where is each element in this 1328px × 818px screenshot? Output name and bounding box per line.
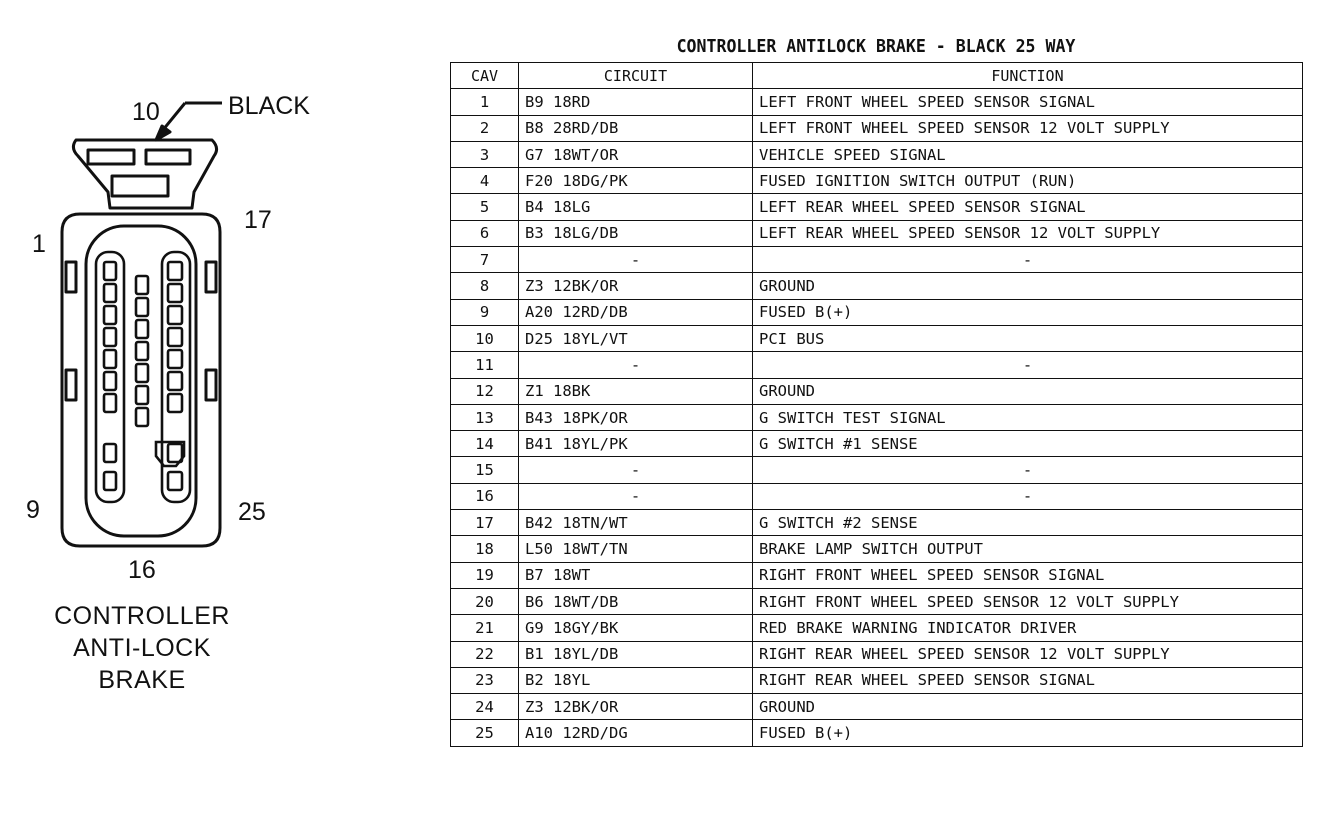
function-cell: RIGHT REAR WHEEL SPEED SENSOR 12 VOLT SUPPLY	[753, 641, 1303, 667]
table-row	[451, 431, 1303, 457]
function-cell: FUSED B(+)	[753, 720, 1303, 746]
terminal-cavity	[136, 320, 148, 338]
circuit-cell: B42 18TN/WT	[519, 510, 753, 536]
table-row	[451, 694, 1303, 720]
header-cav: CAV	[451, 63, 519, 89]
circuit-cell: B6 18WT/DB	[519, 588, 753, 614]
table-row	[451, 483, 1303, 509]
cav-cell: 13	[451, 404, 519, 430]
terminal-cavity	[168, 394, 182, 412]
terminal-cavity	[168, 306, 182, 324]
table-row	[451, 141, 1303, 167]
terminal-cavity	[168, 284, 182, 302]
table-row	[451, 89, 1303, 115]
table-title: CONTROLLER ANTILOCK BRAKE - BLACK 25 WAY	[676, 36, 1076, 57]
pin10-arrow-head	[156, 126, 170, 140]
table-row	[451, 588, 1303, 614]
cav-cell: 1	[451, 89, 519, 115]
function-cell: RIGHT REAR WHEEL SPEED SENSOR SIGNAL	[753, 667, 1303, 693]
terminal-cavity	[104, 394, 116, 412]
cav-cell: 7	[451, 247, 519, 273]
cav-cell: 10	[451, 325, 519, 351]
circuit-cell: Z1 18BK	[519, 378, 753, 404]
function-cell: LEFT REAR WHEEL SPEED SENSOR SIGNAL	[753, 194, 1303, 220]
terminal-cavity	[136, 298, 148, 316]
circuit-cell: -	[519, 352, 753, 378]
circuit-cell: B43 18PK/OR	[519, 404, 753, 430]
table-row	[451, 220, 1303, 246]
cav-cell: 21	[451, 615, 519, 641]
circuit-cell: B8 28RD/DB	[519, 115, 753, 141]
function-cell: -	[753, 483, 1303, 509]
function-cell: G SWITCH TEST SIGNAL	[753, 404, 1303, 430]
cav-cell: 18	[451, 536, 519, 562]
function-cell: PCI BUS	[753, 325, 1303, 351]
terminal-cavity	[104, 262, 116, 280]
terminal-cavity	[104, 306, 116, 324]
function-cell: RIGHT FRONT WHEEL SPEED SENSOR SIGNAL	[753, 562, 1303, 588]
circuit-cell: F20 18DG/PK	[519, 168, 753, 194]
terminal-cavity	[136, 342, 148, 360]
side-notch-right-bottom	[206, 370, 216, 400]
tab-window-center	[112, 176, 168, 196]
header-circuit: CIRCUIT	[519, 63, 753, 89]
table-row	[451, 667, 1303, 693]
terminal-cavity	[104, 350, 116, 368]
function-cell: GROUND	[753, 378, 1303, 404]
cav-cell: 12	[451, 378, 519, 404]
table-body	[451, 89, 1303, 746]
cav-cell: 22	[451, 641, 519, 667]
cav-cell: 14	[451, 431, 519, 457]
circuit-cell: D25 18YL/VT	[519, 325, 753, 351]
cav-cell: 25	[451, 720, 519, 746]
function-cell: G SWITCH #2 SENSE	[753, 510, 1303, 536]
cav-cell: 11	[451, 352, 519, 378]
circuit-cell: B2 18YL	[519, 667, 753, 693]
circuit-cell: L50 18WT/TN	[519, 536, 753, 562]
pin-label-25: 25	[238, 498, 266, 526]
terminal-cavity	[136, 408, 148, 426]
table-row	[451, 536, 1303, 562]
table-row	[451, 168, 1303, 194]
table-row	[451, 562, 1303, 588]
function-cell: FUSED IGNITION SWITCH OUTPUT (RUN)	[753, 168, 1303, 194]
table-row	[451, 273, 1303, 299]
function-cell: VEHICLE SPEED SIGNAL	[753, 141, 1303, 167]
terminal-cavities	[96, 252, 190, 502]
cav-cell: 8	[451, 273, 519, 299]
terminal-cavity	[168, 350, 182, 368]
terminal-cavity	[136, 364, 148, 382]
table-row	[451, 247, 1303, 273]
terminal-cavity	[168, 472, 182, 490]
circuit-cell: -	[519, 457, 753, 483]
connector-color-label: BLACK	[228, 92, 310, 120]
table-row	[451, 615, 1303, 641]
cav-cell: 17	[451, 510, 519, 536]
table-row	[451, 194, 1303, 220]
table-row	[451, 325, 1303, 351]
caption-line-1: CONTROLLER	[54, 602, 230, 630]
circuit-cell: Z3 12BK/OR	[519, 694, 753, 720]
circuit-cell: G9 18GY/BK	[519, 615, 753, 641]
circuit-cell: A10 12RD/DG	[519, 720, 753, 746]
function-cell: G SWITCH #1 SENSE	[753, 431, 1303, 457]
function-cell: LEFT FRONT WHEEL SPEED SENSOR 12 VOLT SUPPLY	[753, 115, 1303, 141]
cav-cell: 15	[451, 457, 519, 483]
cav-cell: 5	[451, 194, 519, 220]
cav-cell: 3	[451, 141, 519, 167]
function-cell: RED BRAKE WARNING INDICATOR DRIVER	[753, 615, 1303, 641]
table-row	[451, 641, 1303, 667]
pin-label-10: 10	[132, 98, 160, 126]
connector-caption	[32, 600, 252, 696]
cav-cell: 2	[451, 115, 519, 141]
terminal-cavity	[168, 262, 182, 280]
pinout-table	[450, 62, 1303, 747]
caption-line-2: ANTI-LOCK	[73, 634, 211, 662]
function-cell: -	[753, 352, 1303, 378]
terminal-cavity	[136, 386, 148, 404]
function-cell: GROUND	[753, 273, 1303, 299]
side-notch-right-top	[206, 262, 216, 292]
terminal-cavity	[104, 372, 116, 390]
table-row	[451, 352, 1303, 378]
cav-cell: 16	[451, 483, 519, 509]
table-row	[451, 299, 1303, 325]
table-row	[451, 720, 1303, 746]
table-row	[451, 510, 1303, 536]
terminal-cavity	[168, 372, 182, 390]
header-function: FUNCTION	[753, 63, 1303, 89]
terminal-cavity	[104, 472, 116, 490]
side-notch-left-bottom	[66, 370, 76, 400]
circuit-cell: -	[519, 247, 753, 273]
pin-label-1: 1	[32, 230, 46, 258]
function-cell: -	[753, 457, 1303, 483]
circuit-cell: -	[519, 483, 753, 509]
function-cell: LEFT REAR WHEEL SPEED SENSOR 12 VOLT SUPPLY	[753, 220, 1303, 246]
cav-cell: 24	[451, 694, 519, 720]
pin-label-9: 9	[26, 496, 40, 524]
cav-cell: 19	[451, 562, 519, 588]
circuit-cell: B4 18LG	[519, 194, 753, 220]
circuit-cell: Z3 12BK/OR	[519, 273, 753, 299]
pin-label-16: 16	[128, 556, 156, 584]
table-row	[451, 404, 1303, 430]
function-cell: BRAKE LAMP SWITCH OUTPUT	[753, 536, 1303, 562]
terminal-cavity	[104, 444, 116, 462]
function-cell: RIGHT FRONT WHEEL SPEED SENSOR 12 VOLT SUPPLY	[753, 588, 1303, 614]
side-notch-left-top	[66, 262, 76, 292]
cav-cell: 6	[451, 220, 519, 246]
tab-window-left	[88, 150, 134, 164]
function-cell: -	[753, 247, 1303, 273]
cav-cell: 23	[451, 667, 519, 693]
table-row	[451, 378, 1303, 404]
function-cell: FUSED B(+)	[753, 299, 1303, 325]
cav-cell: 20	[451, 588, 519, 614]
circuit-cell: B1 18YL/DB	[519, 641, 753, 667]
pin-label-17: 17	[244, 206, 272, 234]
table-row	[451, 115, 1303, 141]
cav-cell: 4	[451, 168, 519, 194]
circuit-cell: B3 18LG/DB	[519, 220, 753, 246]
circuit-cell: B41 18YL/PK	[519, 431, 753, 457]
table-row	[451, 457, 1303, 483]
cav-cell: 9	[451, 299, 519, 325]
table-header-row	[451, 63, 1303, 89]
tab-window-right	[146, 150, 190, 164]
terminal-cavity	[136, 276, 148, 294]
circuit-cell: B7 18WT	[519, 562, 753, 588]
function-cell: GROUND	[753, 694, 1303, 720]
terminal-row-outline	[96, 252, 124, 502]
function-cell: LEFT FRONT WHEEL SPEED SENSOR SIGNAL	[753, 89, 1303, 115]
caption-line-3: BRAKE	[98, 666, 186, 694]
terminal-cavity	[168, 328, 182, 346]
circuit-cell: A20 12RD/DB	[519, 299, 753, 325]
terminal-cavity	[104, 284, 116, 302]
circuit-cell: G7 18WT/OR	[519, 141, 753, 167]
terminal-cavity	[104, 328, 116, 346]
circuit-cell: B9 18RD	[519, 89, 753, 115]
